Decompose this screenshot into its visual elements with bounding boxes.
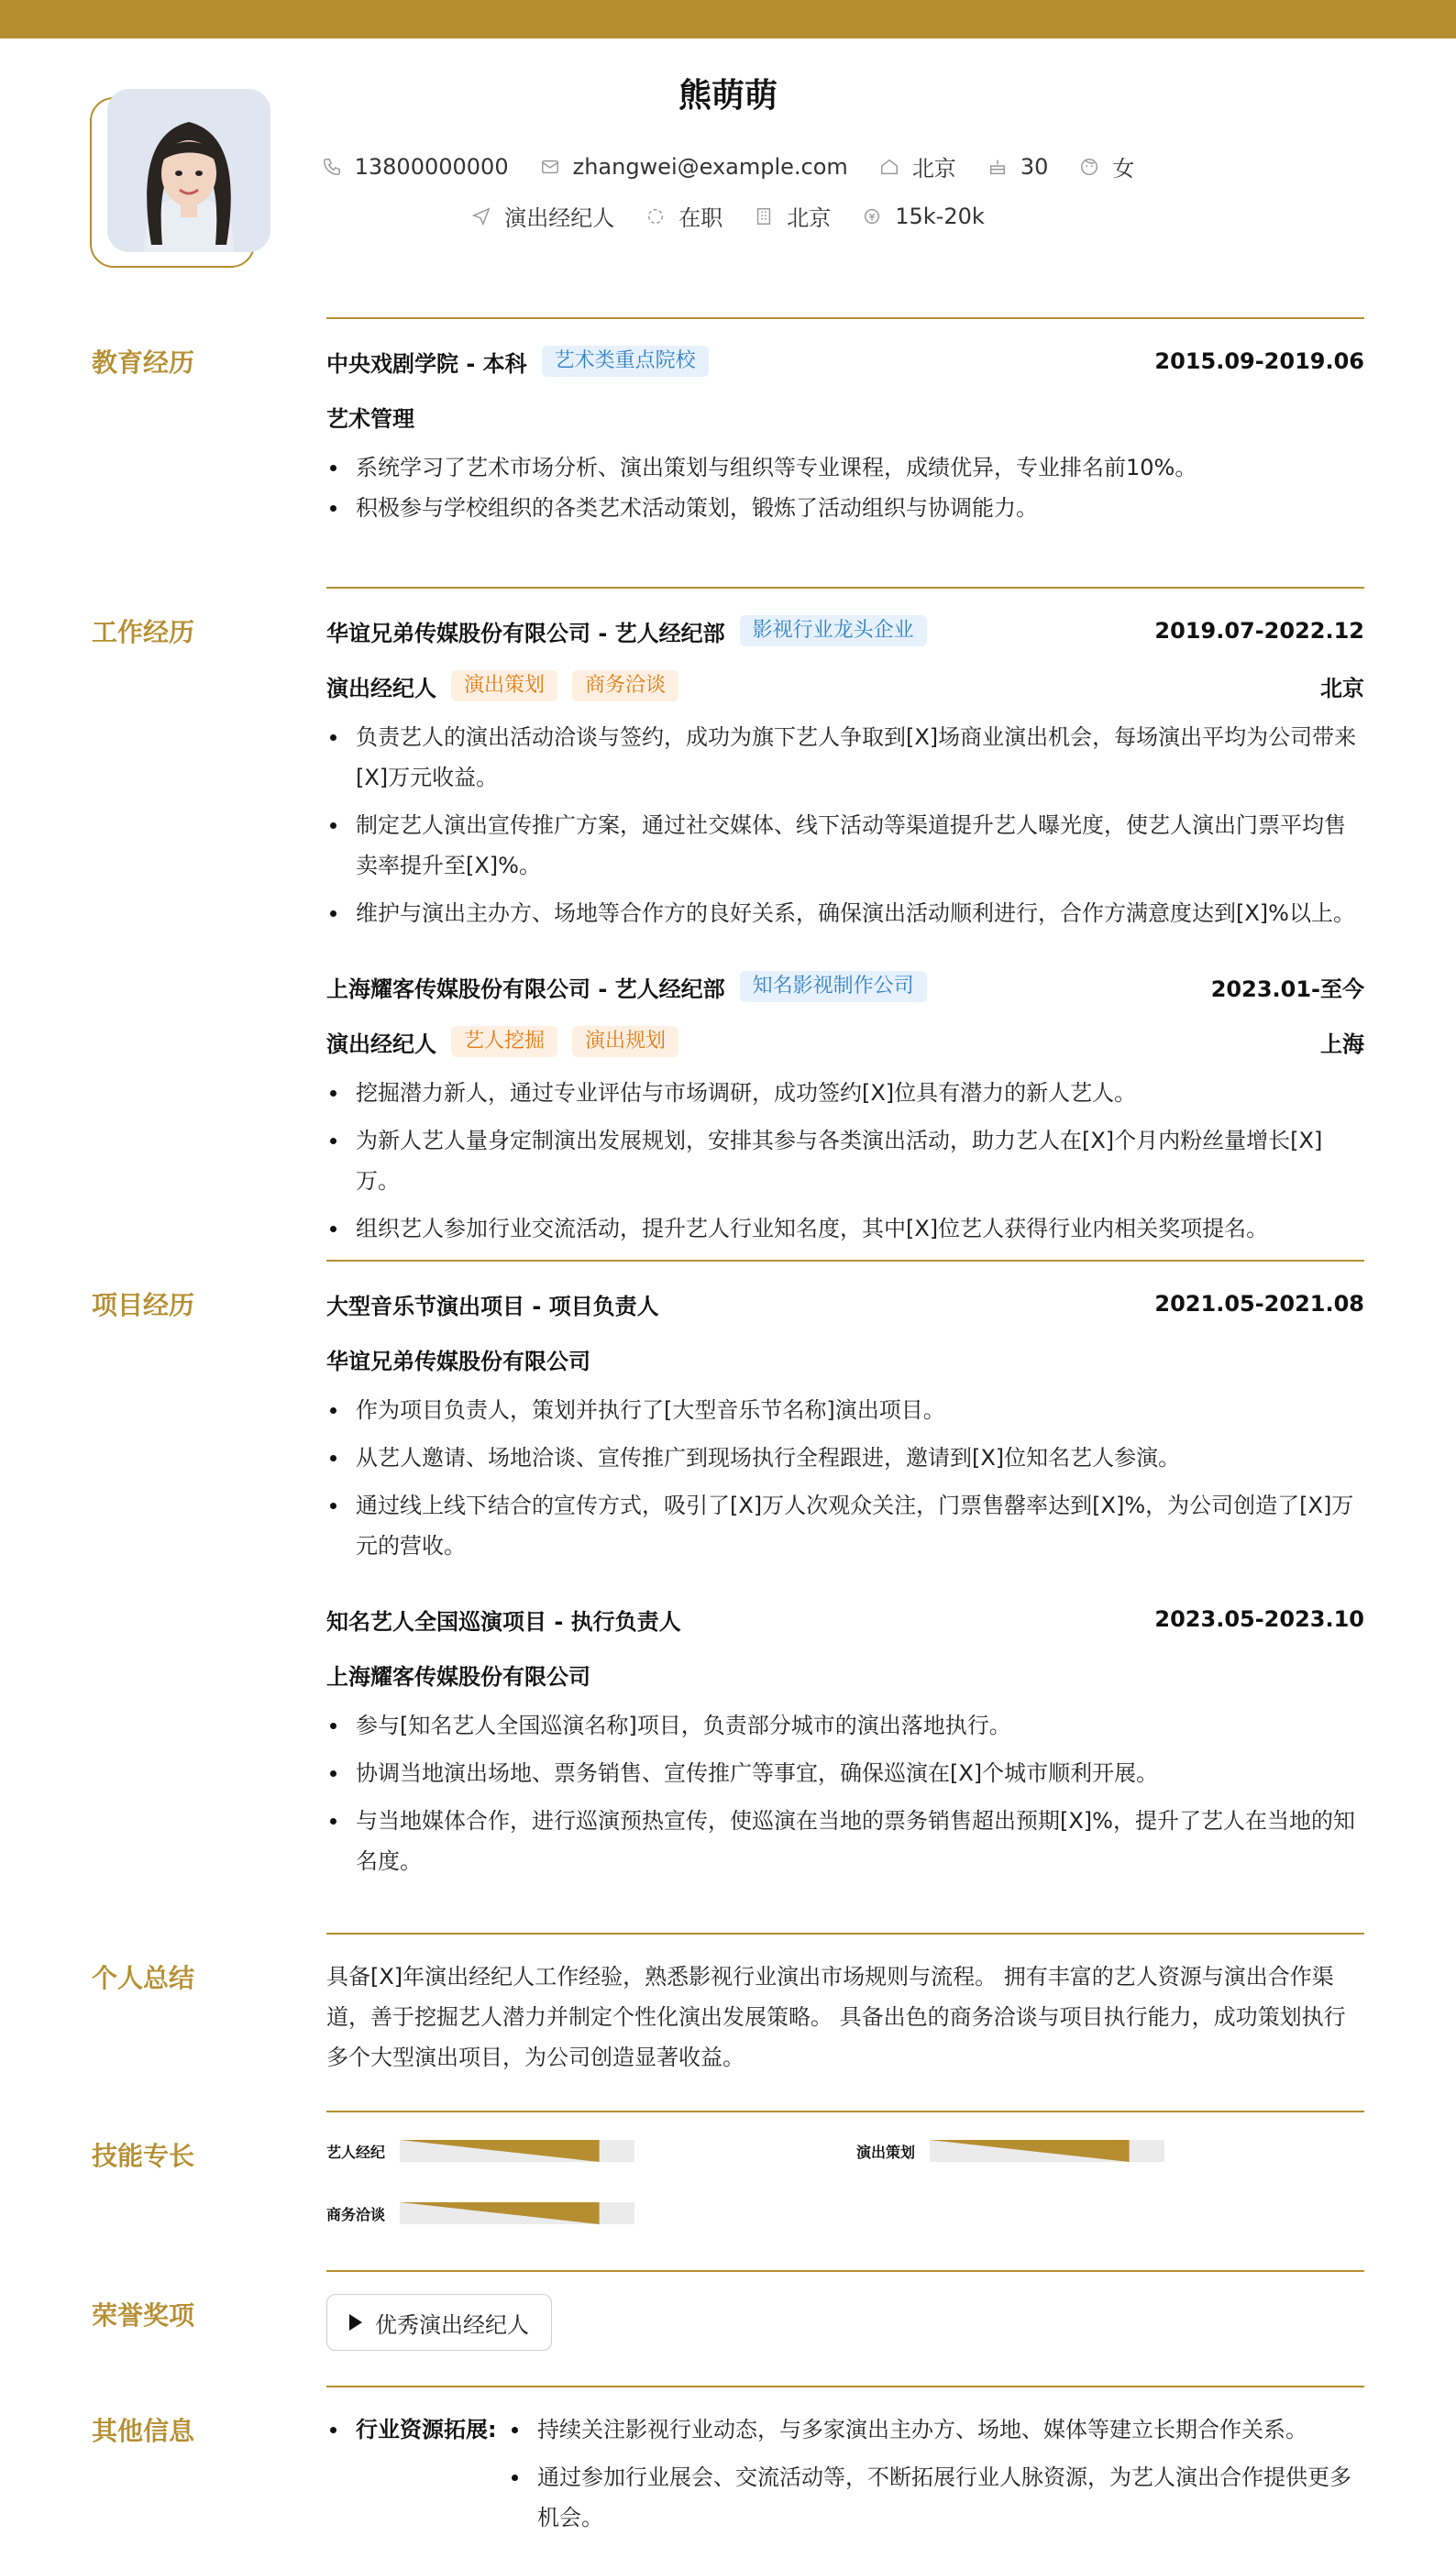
honor-item xyxy=(326,2294,552,2351)
salary-text: 15k-20k xyxy=(895,203,985,229)
list-item: 制定艺人演出宣传推广方案，通过社交媒体、线下活动等渠道提升艺人曝光度，使艺人演出门票平均售卖率提升至[X]%。 xyxy=(326,805,1364,886)
send-icon xyxy=(471,206,491,226)
job-date: 2023.01-至今 xyxy=(1210,976,1364,1002)
honor-text: 优秀演出经纪人 xyxy=(375,2311,529,2338)
job-bullets xyxy=(326,1073,1364,1249)
skill-bar xyxy=(930,2140,1164,2162)
education-divider xyxy=(326,317,1364,319)
education-title: 教育经历 xyxy=(92,347,195,378)
other-bullets xyxy=(508,2409,1364,2538)
job-title-text: 演出经纪人 xyxy=(504,205,615,231)
list-item: 从艺人邀请、场地洽谈、宣传推广到现场执行全程跟进，邀请到[X]位知名艺人参演。 xyxy=(326,1438,1364,1478)
project-1 xyxy=(326,1287,1364,1566)
mail-icon xyxy=(540,157,560,177)
cake-icon xyxy=(987,157,1008,177)
skill-name: 演出策划 xyxy=(856,2143,916,2161)
summary-text: 具备[X]年演出经纪人工作经验，熟悉影视行业演出市场规则与流程。 拥有丰富的艺人资源与演出合作渠道，善于挖掘艺人潜力并制定个性化演出发展策略。 具备出色的商务洽谈与项目执行能力，成功策划执行多个大型演出项目，为公司创造显著收益。 xyxy=(326,1964,1346,2070)
project-name: 大型音乐节演出项目 - 项目负责人 xyxy=(326,1293,659,1319)
project-company-row xyxy=(326,1658,1364,1691)
school-name: 中央戏剧学院 - 本科 xyxy=(326,350,527,377)
project-company: 华谊兄弟传媒股份有限公司 xyxy=(326,1348,590,1374)
job-header-row xyxy=(326,970,1364,1003)
job-intent-row xyxy=(0,200,1456,232)
list-item: 积极参与学校组织的各类艺术活动策划，锻炼了活动组织与协调能力。 xyxy=(326,488,1364,528)
skill-level-fill xyxy=(400,2140,600,2162)
role-name: 演出经纪人 xyxy=(326,675,436,701)
skill-artist-management xyxy=(326,2140,634,2162)
list-item: 通过参加行业展会、交流活动等，不断拓展行业人脉资源，为艺人演出合作提供更多机会。 xyxy=(508,2457,1364,2538)
job-header-row xyxy=(326,614,1364,647)
status-item xyxy=(645,200,722,232)
role-row xyxy=(326,669,1364,702)
project-bullets xyxy=(326,1390,1364,1566)
summary-divider xyxy=(326,1933,1364,1935)
list-item: 通过线上线下结合的宣传方式，吸引了[X]万人次观众关注，门票售罄率达到[X]%，为公司创造了[X]万元的营收。 xyxy=(326,1485,1364,1566)
face-icon xyxy=(1079,157,1099,177)
projects-title: 项目经历 xyxy=(92,1290,195,1320)
city-item xyxy=(754,200,831,232)
honors-title: 荣誉奖项 xyxy=(92,2300,195,2331)
play-icon xyxy=(349,2314,362,2331)
education-header-row xyxy=(326,345,1364,378)
skill-tag: 商务洽谈 xyxy=(572,670,678,701)
work-job-1 xyxy=(326,614,1364,933)
skills-title: 技能专长 xyxy=(92,2141,195,2171)
list-item: 参与[知名艺人全国巡演名称]项目，负责部分城市的演出落地执行。 xyxy=(326,1705,1364,1746)
skill-name: 艺人经纪 xyxy=(326,2143,386,2161)
list-item: 作为项目负责人，策划并执行了[大型音乐节名称]演出项目。 xyxy=(326,1390,1364,1430)
skill-level-fill xyxy=(400,2202,600,2224)
company-name: 上海耀客传媒股份有限公司 - 艺人经纪部 xyxy=(326,976,725,1002)
education-body xyxy=(326,345,1364,528)
list-item: 协调当地演出场地、票务销售、宣传推广等事宜，确保巡演在[X]个城市顺利开展。 xyxy=(326,1753,1364,1793)
summary-body xyxy=(326,1957,1364,2078)
contact-row xyxy=(0,150,1456,182)
list-item: 为新人艺人量身定制演出发展规划，安排其参与各类演出活动，助力艺人在[X]个月内粉丝量增长[X]万。 xyxy=(326,1120,1364,1201)
role-name: 演出经纪人 xyxy=(326,1031,436,1057)
job-title-item xyxy=(471,200,614,232)
other-divider xyxy=(326,2386,1364,2387)
skill-show-planning xyxy=(856,2140,1164,2162)
education-date: 2015.09-2019.06 xyxy=(1154,348,1364,374)
email-item xyxy=(540,150,848,182)
skill-tag: 演出规划 xyxy=(572,1026,678,1057)
top-accent-bar xyxy=(0,0,1456,39)
project-header-row xyxy=(326,1603,1364,1636)
project-date: 2021.05-2021.08 xyxy=(1154,1291,1364,1317)
building-icon xyxy=(754,206,774,226)
skills-divider xyxy=(326,2111,1364,2112)
salary-item xyxy=(862,200,985,232)
phone-item xyxy=(322,150,509,182)
job-bullets xyxy=(326,717,1364,933)
project-company: 上海耀客传媒股份有限公司 xyxy=(326,1663,590,1690)
skill-bar xyxy=(400,2140,634,2162)
coin-icon xyxy=(862,206,882,226)
skill-name: 商务洽谈 xyxy=(326,2205,386,2223)
project-company-row xyxy=(326,1342,1364,1375)
work-job-2 xyxy=(326,970,1364,1249)
work-divider xyxy=(326,587,1364,589)
list-item: 挖掘潜力新人，通过专业评估与市场调研，成功签约[X]位具有潜力的新人艺人。 xyxy=(326,1073,1364,1113)
major-row xyxy=(326,400,1364,433)
project-bullets xyxy=(326,1705,1364,1881)
projects-divider xyxy=(326,1260,1364,1262)
gender-text: 女 xyxy=(1112,156,1135,182)
list-item: 与当地媒体合作，进行巡演预热宣传，使巡演在当地的票务销售超出预期[X]%，提升了艺人在当地的知名度。 xyxy=(326,1801,1364,1881)
skill-tag: 演出策划 xyxy=(451,670,557,701)
project-name: 知名艺人全国巡演项目 - 执行负责人 xyxy=(326,1608,681,1635)
company-name: 华谊兄弟传媒股份有限公司 - 艺人经纪部 xyxy=(326,620,725,646)
other-key: 行业资源拓展: xyxy=(356,2409,497,2450)
loading-icon xyxy=(645,206,666,226)
other-title: 其他信息 xyxy=(92,2416,195,2446)
project-date: 2023.05-2023.10 xyxy=(1154,1606,1364,1632)
age-item xyxy=(987,150,1049,182)
skill-negotiation xyxy=(326,2202,634,2224)
role-row xyxy=(326,1025,1364,1058)
honors-divider xyxy=(326,2270,1364,2272)
list-item: 组织艺人参加行业交流活动，提升艺人行业知名度，其中[X]位艺人获得行业内相关奖项提名。 xyxy=(326,1208,1364,1249)
list-item: 持续关注影视行业动态，与多家演出主办方、场地、媒体等建立长期合作关系。 xyxy=(508,2409,1364,2450)
location-item xyxy=(879,150,956,182)
candidate-name: 熊萌萌 xyxy=(678,77,778,115)
location-text: 北京 xyxy=(911,156,956,182)
gender-item xyxy=(1079,150,1134,182)
summary-title: 个人总结 xyxy=(92,1963,195,1993)
school-tag: 艺术类重点院校 xyxy=(542,346,709,377)
skill-bar xyxy=(400,2202,634,2224)
list-item: 负责艺人的演出活动洽谈与签约，成功为旗下艺人争取到[X]场商业演出机会，每场演出平均为公司带来[X]万元收益。 xyxy=(326,717,1364,798)
status-text: 在职 xyxy=(678,205,723,231)
skill-level-fill xyxy=(930,2140,1130,2162)
education-bullets xyxy=(326,447,1364,528)
company-tag: 影视行业龙头企业 xyxy=(740,615,927,646)
phone-icon xyxy=(322,157,342,177)
skill-tag: 艺人挖掘 xyxy=(451,1026,557,1057)
phone-text: 13800000000 xyxy=(354,153,509,180)
company-tag: 知名影视制作公司 xyxy=(740,971,927,1002)
major-name: 艺术管理 xyxy=(326,405,414,432)
job-city: 北京 xyxy=(1320,675,1364,701)
job-date: 2019.07-2022.12 xyxy=(1154,618,1364,644)
email-text: zhangwei@example.com xyxy=(572,153,848,180)
list-item: 系统学习了艺术市场分析、演出策划与组织等专业课程，成绩优异，专业排名前10%。 xyxy=(326,447,1364,488)
work-title: 工作经历 xyxy=(92,617,195,647)
honors-body xyxy=(326,2294,1364,2351)
age-text: 30 xyxy=(1020,153,1049,180)
project-header-row xyxy=(326,1287,1364,1320)
city-text: 北京 xyxy=(787,205,832,231)
job-city: 上海 xyxy=(1320,1031,1364,1057)
home-icon xyxy=(879,157,899,177)
list-item: 维护与演出主办方、场地等合作方的良好关系，确保演出活动顺利进行，合作方满意度达到[X]%以上。 xyxy=(326,893,1364,933)
project-2 xyxy=(326,1603,1364,1881)
